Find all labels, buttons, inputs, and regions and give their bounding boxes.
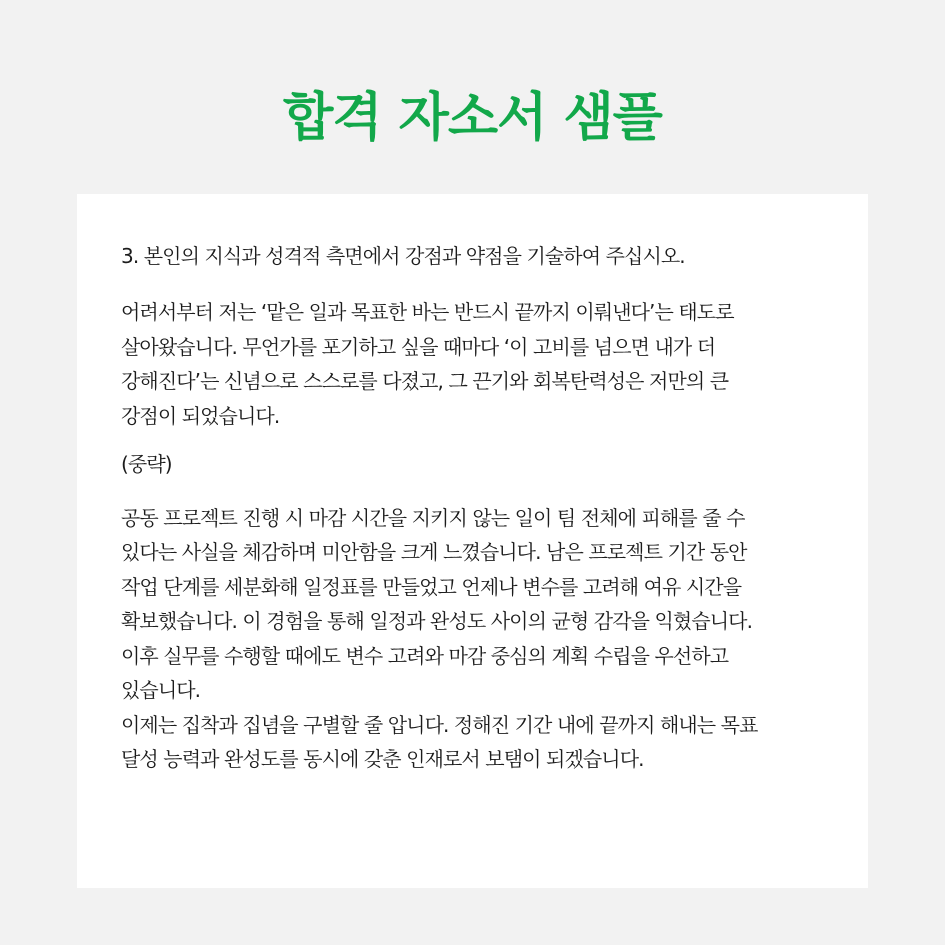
- paragraph-line: 있다는 사실을 체감하며 미안함을 크게 느꼈습니다. 남은 프로젝트 기간 동안: [121, 540, 747, 564]
- essay-question: 3. 본인의 지식과 성격적 측면에서 강점과 약점을 기술하여 주십시오.: [121, 244, 685, 268]
- paragraph-line: 강해진다’는 신념으로 스스로를 다졌고, 그 끈기와 회복탄력성은 저만의 큰: [121, 369, 729, 393]
- page-title: 합격 자소서 샘플: [283, 88, 662, 148]
- paragraph-line: 공동 프로젝트 진행 시 마감 시간을 지키지 않는 일이 팀 전체에 피해를 줄 수: [121, 505, 745, 530]
- essay-body: [121, 240, 841, 777]
- paragraph-line: 있습니다.: [121, 678, 201, 702]
- essay-paragraph-weakness: [121, 501, 841, 777]
- omission-note: [121, 447, 841, 482]
- omission-text: (중략): [121, 452, 172, 476]
- paragraph-line: 살아왔습니다. 무언가를 포기하고 싶을 때마다 ‘이 고비를 넘으면 내가 더: [121, 334, 716, 359]
- paragraph-line: 이제는 집착과 집념을 구별할 줄 압니다. 정해진 기간 내에 끝까지 해내는 목표: [121, 712, 758, 737]
- paragraph-line: 확보했습니다. 이 경험을 통해 일정과 완성도 사이의 균형 감각을 익혔습니다.: [121, 609, 753, 633]
- essay-card: [77, 194, 868, 888]
- paragraph-line: 달성 능력과 완성도를 동시에 갖춘 인재로서 보탬이 되겠습니다.: [121, 747, 644, 771]
- paragraph-line: 이후 실무를 수행할 때에도 변수 고려와 마감 중심의 계획 수립을 우선하고: [121, 643, 729, 668]
- essay-paragraph-strength: [121, 295, 841, 433]
- paragraph-line: 작업 단계를 세분화해 일정표를 만들었고 언제나 변수를 고려해 여유 시간을: [121, 574, 742, 599]
- paragraph-line: 강점이 되었습니다.: [121, 403, 280, 428]
- paragraph-line: 어려서부터 저는 ‘맡은 일과 목표한 바는 반드시 끝까지 이뤄낸다’는 태도로: [121, 300, 734, 324]
